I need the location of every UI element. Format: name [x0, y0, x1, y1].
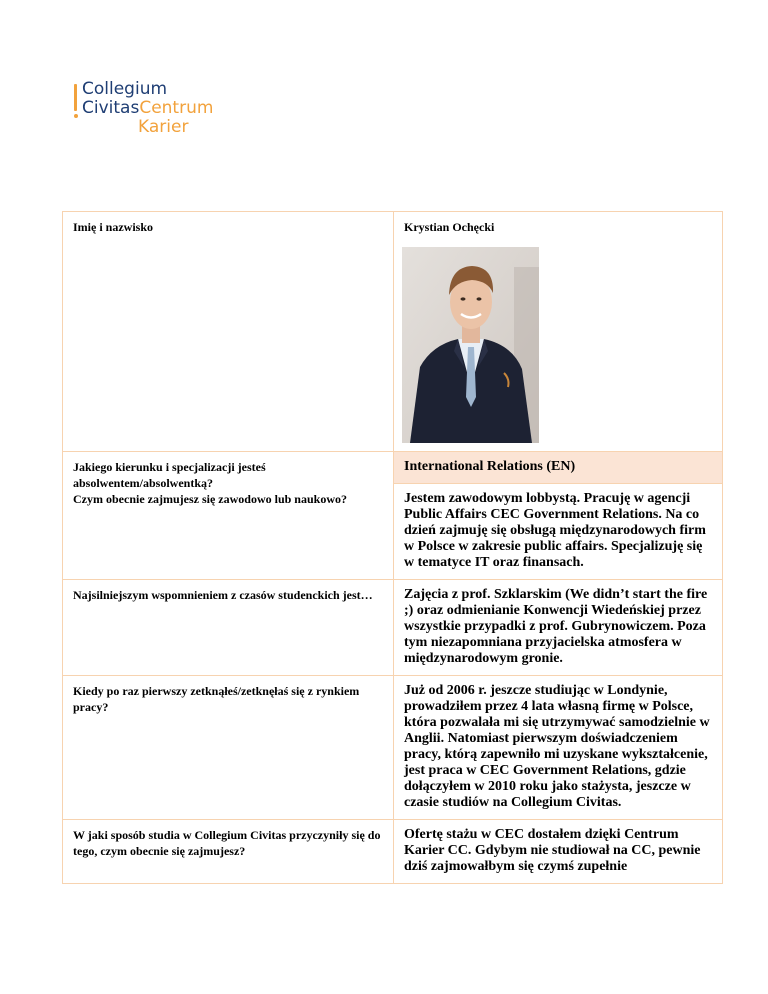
question-cell: [63, 580, 394, 676]
question-cell: [63, 452, 394, 580]
logo-mark-dot: [74, 114, 78, 118]
answer-memory: Zajęcia z prof. Szklarskim (We didn’t start the fire ;) oraz odmienianie Konwencji Wiedeńskiej przez wszystkie przypadki z prof. Gubrynowiczem. Poza tym niezapomniana przyjacielska atmosfera w międzynarodowym gronie.: [404, 587, 708, 666]
answer-occupation: Jestem zawodowym lobbystą. Pracuję w agencji Public Affairs CEC Government Relations. Na co dzień zajmuję się obsługą międzynarodowych firm w Polsce w zakresie public affairs. Specjalizuję się w tematyce IT oraz finansach.: [404, 491, 706, 570]
portrait-photo: [402, 247, 539, 443]
question-studies-impact: W jaki sposób studia w Collegium Civitas przyczyniły się do tego, czym obecnie się zajmujesz?: [73, 828, 381, 858]
answer-cell: [394, 484, 723, 580]
logo-mark-bar: [74, 84, 77, 111]
answer-cell: [394, 580, 723, 676]
table-row-name: [63, 212, 723, 452]
answer-cell: [394, 676, 723, 820]
logo-civitas: Civitas: [82, 98, 140, 118]
logo-line-2: [82, 99, 213, 117]
table-row-memory: [63, 580, 723, 676]
question-occupation: Czym obecnie zajmujesz się zawodowo lub naukowo?: [73, 492, 347, 506]
answer-cell: [394, 452, 723, 484]
logo-line-1: Collegium: [82, 79, 168, 99]
answer-cell: [394, 212, 723, 452]
question-name: Imię i nazwisko: [73, 220, 154, 234]
question-cell: [63, 676, 394, 820]
question-cell: [63, 212, 394, 452]
question-cell: [63, 820, 394, 884]
logo-line-3: Karier: [138, 117, 189, 137]
answer-cell: [394, 820, 723, 884]
question-degree: Jakiego kierunku i specjalizacji jesteś absolwentem/absolwentką?: [73, 460, 266, 490]
answer-first-job: Już od 2006 r. jeszcze studiując w Londynie, prowadziłem przez 4 lata własną firmę w Polsce, która pozwalała mi się utrzymywać samodzielnie w Anglii. Natomiast pierwszym doświadczeniem pracy, którą zapewniło mi uzyskane wykształcenie, jest praca w CEC Government Relations, gdzie dołączyłem w 2010 roku jako stażysta, jeszcze w czasie studiów na Collegium Civitas.: [404, 683, 710, 810]
question-memory: Najsilniejszym wspomnieniem z czasów studenckich jest…: [73, 588, 373, 602]
collegium-civitas-logo: [74, 78, 274, 138]
table-row-studies-impact: [63, 820, 723, 884]
table-row-first-job: [63, 676, 723, 820]
question-first-job: Kiedy po raz pierwszy zetknąłeś/zetknęłaś się z rynkiem pracy?: [73, 684, 360, 714]
answer-name: Krystian Ochęcki: [404, 220, 495, 234]
table-row-degree: [63, 452, 723, 484]
logo-centrum: Centrum: [139, 98, 214, 118]
answer-degree: International Relations (EN): [404, 459, 576, 474]
profile-table: [62, 211, 723, 884]
answer-studies-impact: Ofertę stażu w CEC dostałem dzięki Centrum Karier CC. Gdybym nie studiował na CC, pewnie dziś zajmowałbym się czymś zupełnie: [404, 827, 701, 874]
